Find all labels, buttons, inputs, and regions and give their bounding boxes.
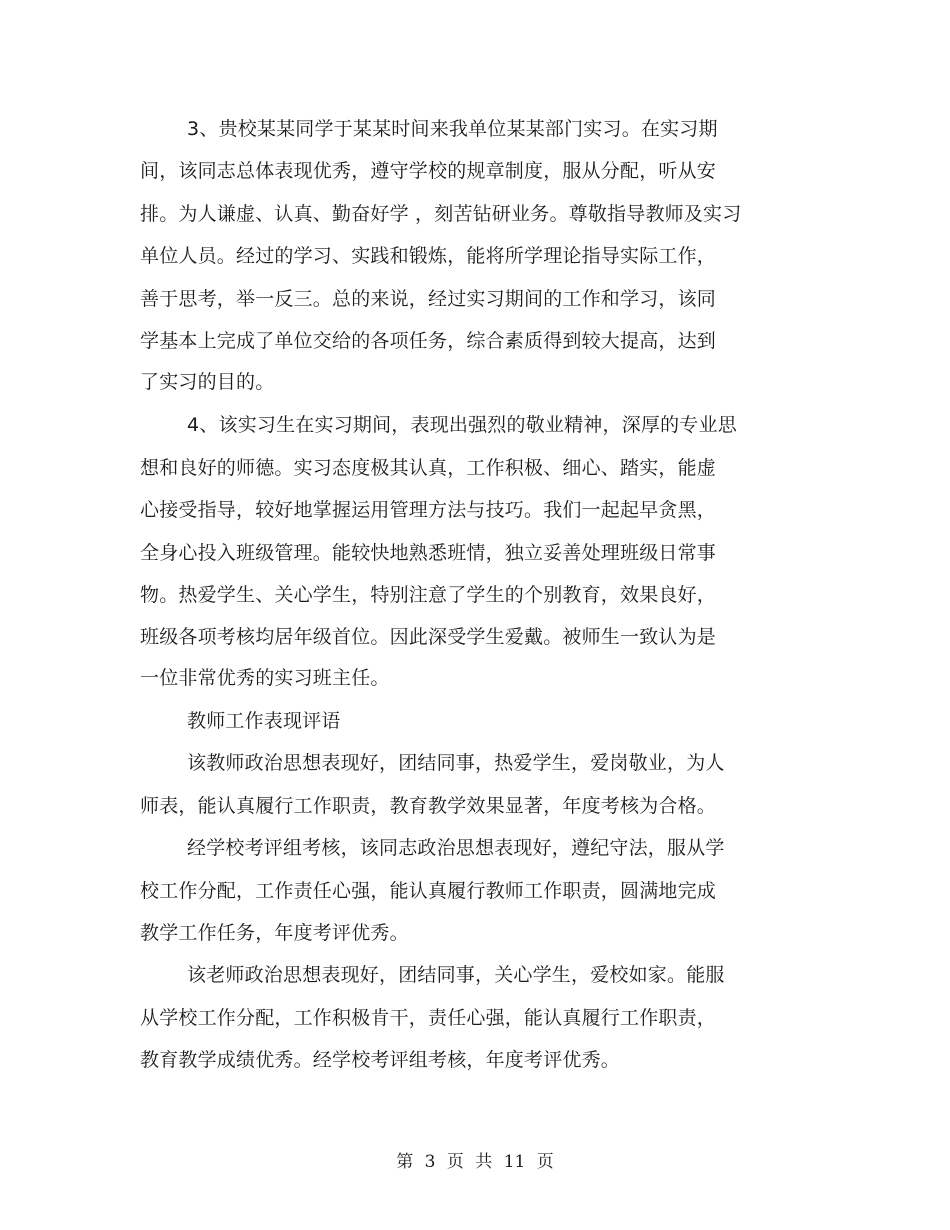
text-line: 全身心投入班级管理。能较快地熟悉班情，独立妥善处理班级日常事	[140, 542, 717, 564]
text-line: 班级各项考核均居年级首位。因此深受学生爱戴。被师生一致认为是	[140, 626, 717, 648]
text-line: 师表，能认真履行工作职责，教育教学效果显著，年度考核为合格。	[140, 795, 717, 817]
text-line: 学基本上完成了单位交给的各项任务，综合素质得到较大提高，达到	[140, 330, 717, 352]
text-line: 物。热爱学生、关心学生，特别注意了学生的个别教育，效果良好，	[140, 584, 717, 606]
text-line: 该教师政治思想表现好，团结同事，热爱学生，爱岗敬业，为人	[187, 752, 725, 774]
text-line: 经学校考评组考核，该同志政治思想表现好，遵纪守法，服从学	[187, 837, 725, 859]
text-line: 了实习的目的。	[140, 371, 275, 393]
text-line: 从学校工作分配，工作积极肯干，责任心强，能认真履行工作职责，	[140, 1007, 717, 1029]
text-line: 3、贵校某某同学于某某时间来我单位某某部门实习。在实习期	[187, 118, 718, 140]
text-line: 间，该同志总体表现优秀，遵守学校的规章制度，服从分配，听从安	[140, 160, 717, 182]
page-number-footer: 第 3 页 共 11 页	[396, 1152, 554, 1172]
text-line: 4、该实习生在实习期间，表现出强烈的敬业精神，深厚的专业思	[187, 414, 737, 436]
text-line: 心接受指导，较好地掌握运用管理方法与技巧。我们一起起早贪黑，	[140, 499, 717, 521]
section-heading: 教师工作表现评语	[187, 710, 341, 732]
text-line: 教学工作任务，年度考评优秀。	[140, 922, 409, 944]
text-line: 排。为人谦虚、认真、勤奋好学 ，刻苦钻研业务。尊敬指导教师及实习	[140, 203, 742, 225]
text-line: 校工作分配，工作责任心强，能认真履行教师工作职责，圆满地完成	[140, 880, 717, 902]
text-line: 单位人员。经过的学习、实践和锻炼，能将所学理论指导实际工作，	[140, 245, 717, 267]
text-line: 该老师政治思想表现好，团结同事，关心学生，爱校如家。能服	[187, 964, 725, 986]
text-line: 一位非常优秀的实习班主任。	[140, 667, 390, 689]
text-line: 教育教学成绩优秀。经学校考评组考核，年度考评优秀。	[140, 1049, 621, 1071]
text-line: 善于思考，举一反三。总的来说，经过实习期间的工作和学习，该同	[140, 288, 717, 310]
text-line: 想和良好的师德。实习态度极其认真，工作积极、细心、踏实，能虚	[140, 457, 717, 479]
